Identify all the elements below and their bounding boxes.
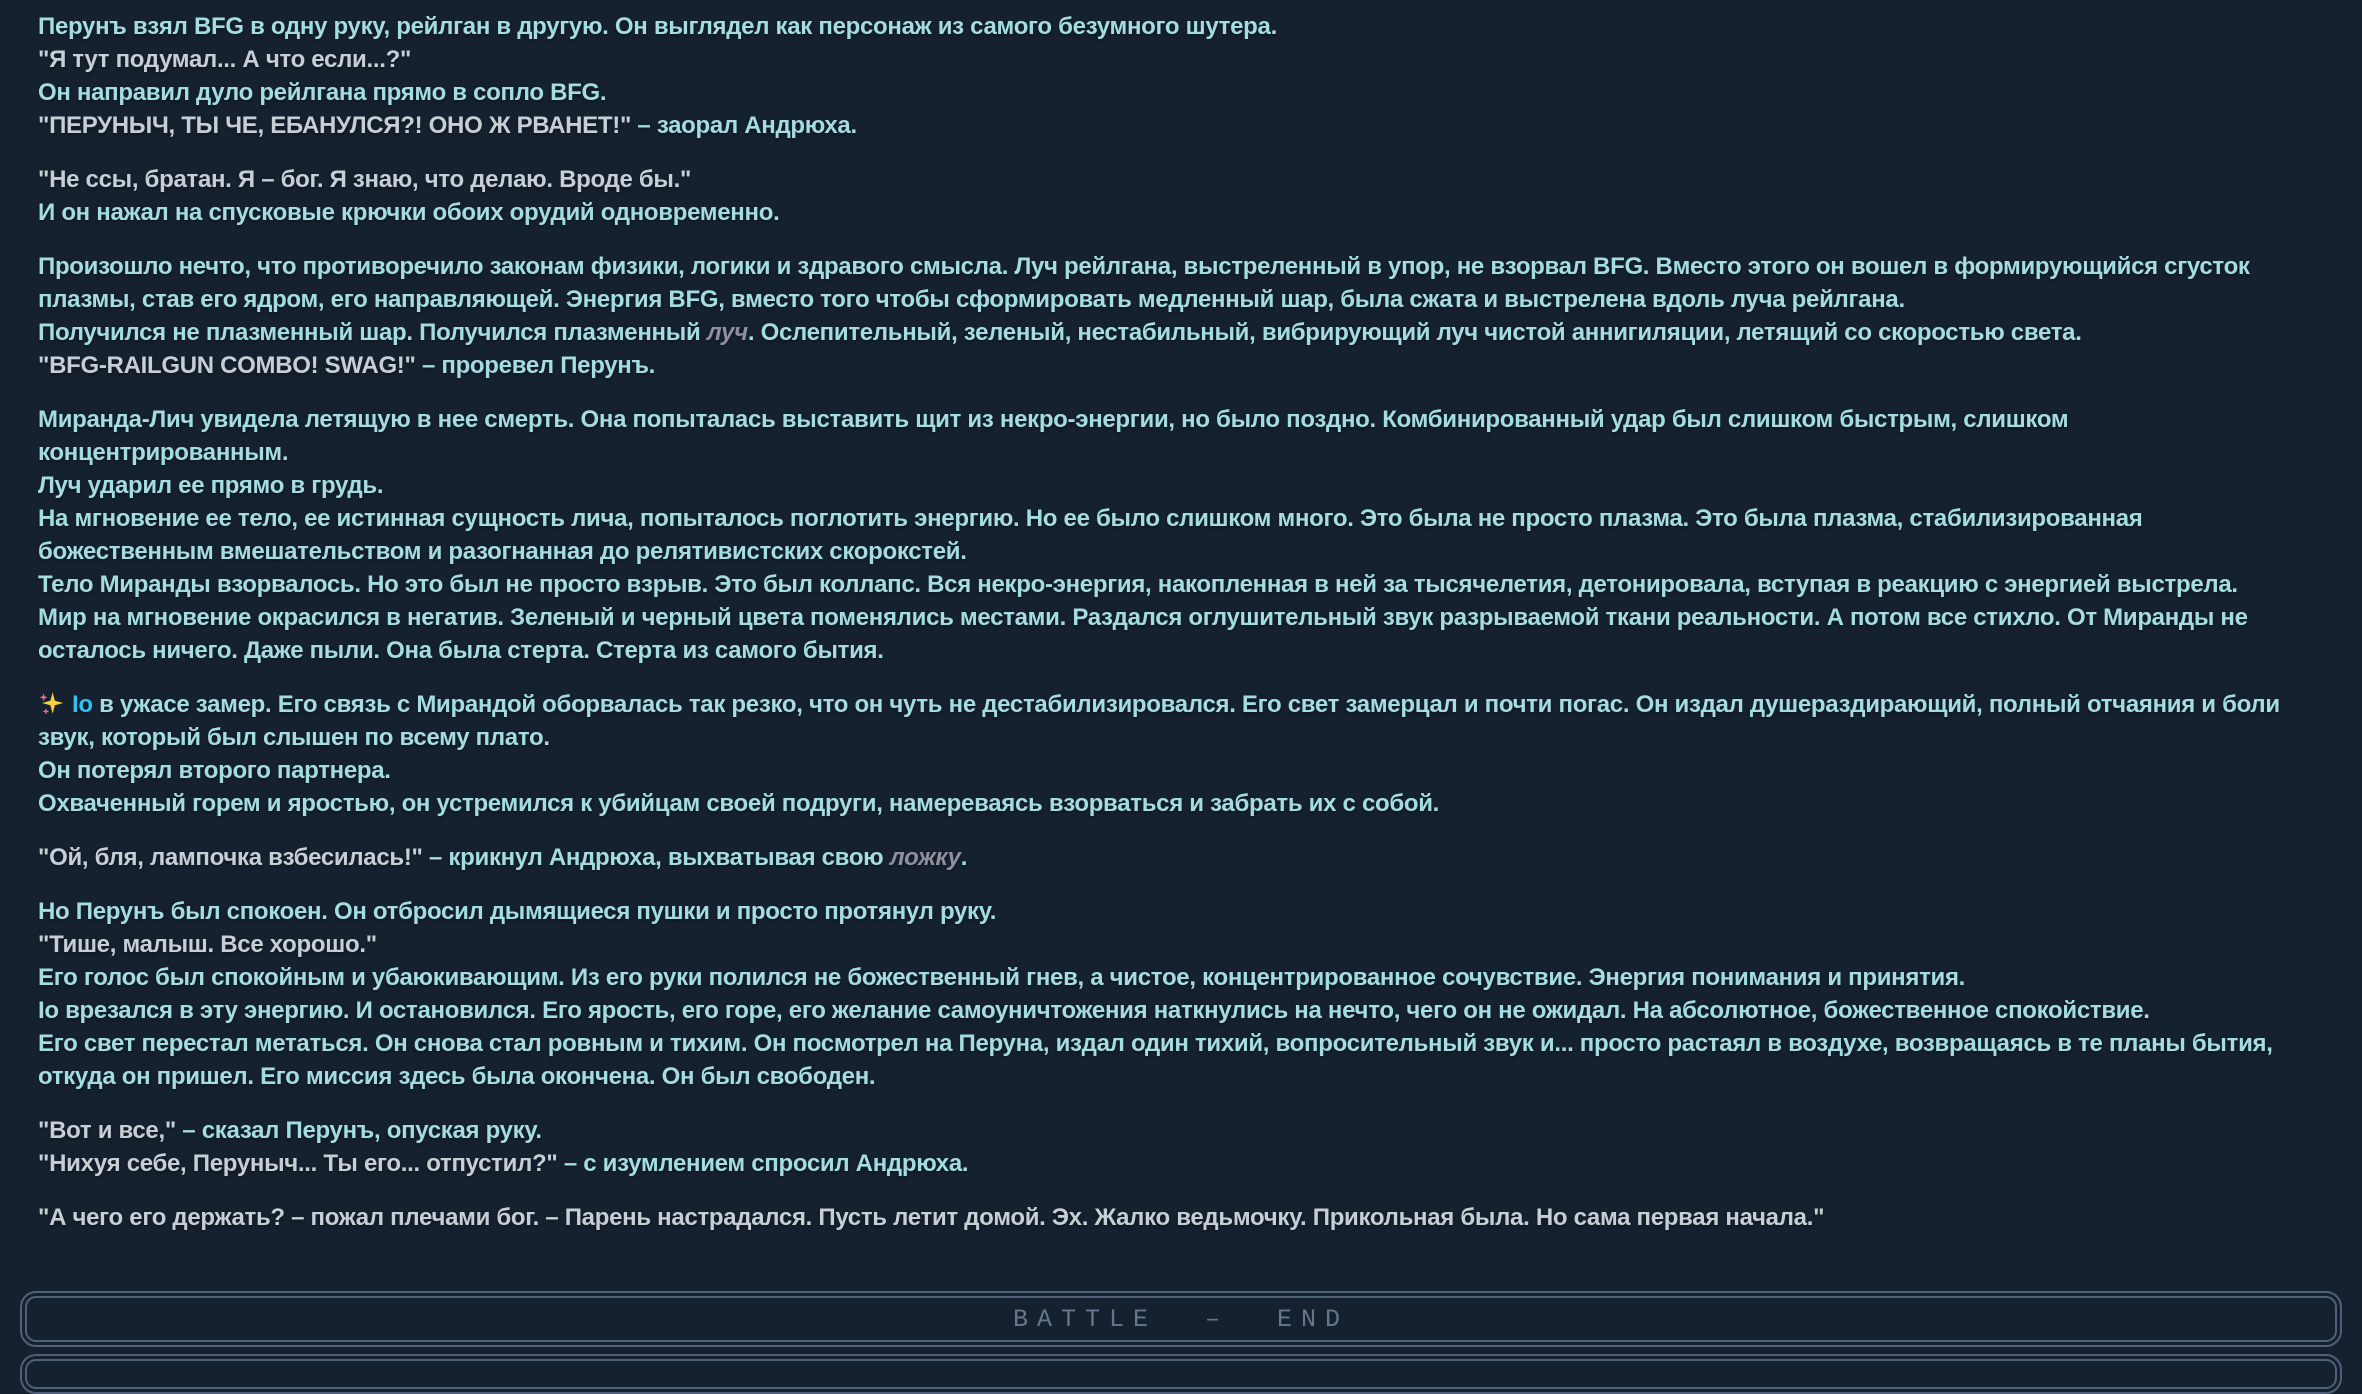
battle-end-banner <box>20 1291 2342 1347</box>
story-line <box>38 250 2322 316</box>
story-line <box>38 994 2322 1027</box>
story-line <box>38 349 2322 382</box>
dialogue-text: "BFG-RAILGUN COMBO! SWAG!" <box>38 352 422 379</box>
dialogue-text: "Не ссы, братан. Я – бог. Я знаю, что делаю. Вроде бы." <box>38 166 692 193</box>
story-paragraph <box>38 403 2322 667</box>
story-line <box>38 1114 2322 1147</box>
italic-term: луч <box>706 319 748 346</box>
story-line <box>38 928 2322 961</box>
narration-text: Произошло нечто, что противоречило законам физики, логики и здравого смысла. Луч рейлгана, выстреленный в упор, не взорвал BFG. Вместо этого он вошел в формирующийся сгусток плазмы, став его ядром, его направляющей. Энергия BFG, вместо того чтобы сформировать медленный шар, была сжата и выстрелена вдоль луча рейлгана. <box>38 253 2250 313</box>
next-section-box <box>20 1354 2342 1394</box>
story-line <box>38 316 2322 349</box>
dialogue-text: "Тише, малыш. Все хорошо." <box>38 931 377 958</box>
story-line <box>38 502 2322 568</box>
story-paragraph <box>38 841 2322 874</box>
story-line <box>38 403 2322 469</box>
dialogue-text: "Я тут подумал... А что если...?" <box>38 46 412 73</box>
narration-text: Но Перунъ был спокоен. Он отбросил дымящиеся пушки и просто протянул руку. <box>38 898 997 925</box>
story-paragraph <box>38 895 2322 1093</box>
story-line <box>38 841 2322 874</box>
character-name-io: Io <box>72 691 93 718</box>
story-line <box>38 961 2322 994</box>
story-paragraph <box>38 10 2322 142</box>
story-line <box>38 10 2322 43</box>
narration-text: Мир на мгновение окрасился в негатив. Зеленый и черный цвета поменялись местами. Раздался оглушительный звук разрываемой ткани реальности. А потом все стихло. От Миранды не осталось ничего. Даже пыли. Она была стерта. Стерта из самого бытия. <box>38 604 2248 664</box>
story-paragraph <box>38 1201 2322 1234</box>
narration-text: Он потерял второго партнера. <box>38 757 391 784</box>
dialogue-text: "Вот и все," <box>38 1117 183 1144</box>
story-paragraph <box>38 250 2322 382</box>
narration-text: Он направил дуло рейлгана прямо в сопло BFG. <box>38 79 607 106</box>
story-line <box>38 43 2322 76</box>
story-line <box>38 568 2322 601</box>
narration-text: Луч ударил ее прямо в грудь. <box>38 472 384 499</box>
story-bottom-spacer <box>0 1234 2362 1291</box>
dialogue-text: "А чего его держать? – пожал плечами бог. – Парень настрадался. Пусть летит домой. Эх. Жалко ведьмочку. Прикольная была. Но сама первая начала." <box>38 1204 1825 1231</box>
narration-text: в ужасе замер. Его связь с Мирандой оборвалась так резко, что он чуть не дестабилизировался. Его свет замерцал и почти погас. Он издал душераздирающий, полный отчаяния и боли звук, который был слышен по всему плато. <box>38 691 2280 751</box>
narration-text: – крикнул Андрюха, выхватывая свою <box>429 844 890 871</box>
story-line <box>38 109 2322 142</box>
narration-text: Тело Миранды взорвалось. Но это был не просто взрыв. Это был коллапс. Вся некро-энергия, накопленная в ней за тысячелетия, детонировала, вступая в реакцию с энергией выстрела. <box>38 571 2238 598</box>
dialogue-text: "Нихуя себе, Перуныч... Ты его... отпустил?" <box>38 1150 564 1177</box>
story-line <box>38 601 2322 667</box>
dialogue-text: "ПЕРУНЫЧ, ТЫ ЧЕ, ЕБАНУЛСЯ?! ОНО Ж РВАНЕТ!" <box>38 112 638 139</box>
story-line <box>38 895 2322 928</box>
narration-text: Миранда-Лич увидела летящую в нее смерть. Она попыталась выставить щит из некро-энергии, но было поздно. Комбинированный удар был слишком быстрым, слишком концентрированным. <box>38 406 2069 466</box>
narration-text: Io врезался в эту энергию. И остановился. Его ярость, его горе, его желание самоуничтожения наткнулись на нечто, чего он не ожидал. На абсолютное, божественное спокойствие. <box>38 997 2150 1024</box>
story-paragraph <box>38 163 2322 229</box>
story-line <box>38 469 2322 502</box>
battle-end-label: BATTLE – END <box>1012 1304 1350 1334</box>
dialogue-text: "Ой, бля, лампочка взбесилась!" <box>38 844 429 871</box>
sparkles-icon <box>38 691 72 718</box>
narration-text: – заорал Андрюха. <box>637 112 857 139</box>
story-line <box>38 76 2322 109</box>
story-line <box>38 1147 2322 1180</box>
story-line <box>38 1201 2322 1234</box>
narration-text: – с изумлением спросил Андрюха. <box>563 1150 969 1177</box>
narration-text: Его голос был спокойным и убаюкивающим. Из его руки полился не божественный гнев, а чистое, концентрированное сочувствие. Энергия понимания и принятия. <box>38 964 1966 991</box>
story-paragraph <box>38 1114 2322 1180</box>
narration-text: На мгновение ее тело, ее истинная сущность лича, попыталось поглотить энергию. Но ее было слишком много. Это была не просто плазма. Это была плазма, стабилизированная божественным вмешательством и разогнанная до релятивистских скорокстей. <box>38 505 2143 565</box>
narration-text: Охваченный горем и яростью, он устремился к убийцам своей подруги, намереваясь взорваться и забрать их с собой. <box>38 790 1440 817</box>
story-paragraph <box>38 688 2322 820</box>
narration-text: . <box>960 844 968 871</box>
story-line <box>38 1027 2322 1093</box>
narration-text: Его свет перестал метаться. Он снова стал ровным и тихим. Он посмотрел на Перуна, издал один тихий, вопросительный звук и... просто растаял в воздухе, возвращаясь в те планы бытия, откуда он пришел. Его миссия здесь была окончена. Он был свободен. <box>38 1030 2273 1090</box>
story-line <box>38 787 2322 820</box>
italic-term: ложку <box>889 844 961 871</box>
narration-text: И он нажал на спусковые крючки обоих орудий одновременно. <box>38 199 780 226</box>
narration-text: . Ослепительный, зеленый, нестабильный, вибрирующий луч чистой аннигиляции, летящий со скоростью света. <box>747 319 2082 346</box>
story-line <box>38 754 2322 787</box>
story-line <box>38 196 2322 229</box>
narration-text: – проревел Перунъ. <box>421 352 656 379</box>
narration-text: Получился не плазменный шар. Получился плазменный <box>38 319 707 346</box>
narration-text: Перунъ взял BFG в одну руку, рейлган в другую. Он выглядел как персонаж из самого безумного шутера. <box>38 13 1277 40</box>
story-line <box>38 688 2322 754</box>
narration-text: – сказал Перунъ, опуская руку. <box>182 1117 542 1144</box>
story-line <box>38 163 2322 196</box>
